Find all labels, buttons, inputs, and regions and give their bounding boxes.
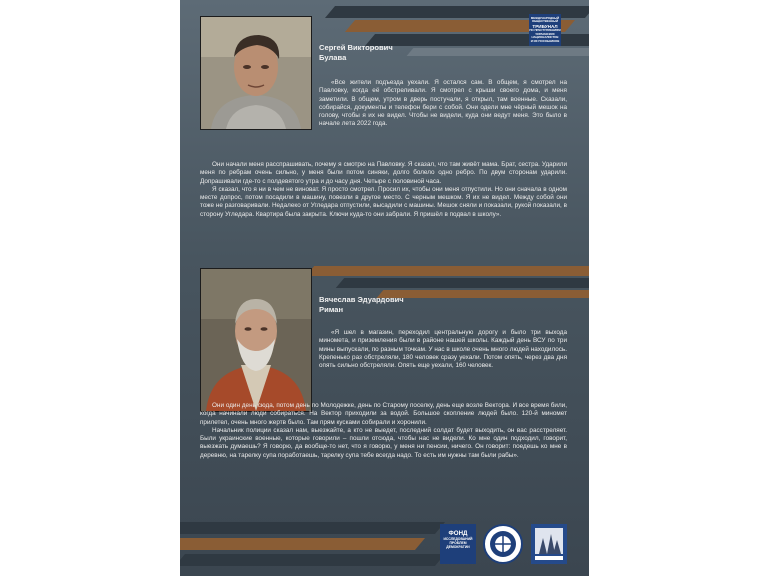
memorial-logo (531, 524, 567, 564)
person2-testimony-top: «Я шел в магазин, переходил центральную дорогу и было три выхода минометa, и приземления были в районе нашей школы. Каждый день ВСУ по три мины выпускали, по разным точкам. У нас в школе очень много людей находилось. Крепенько раз обстреляли, 180 человек сразу уехали. Потом опять, через два дня опять сильно обстреляли. Опять еще уехали, 160 человек. (319, 329, 567, 369)
person1-testimony-top: «Все жители подъезда уехали. Я остался сам. В общем, я смотрел на Павловку, когда её обстреливали. Я смотрел с крыши своего дома, и меня заметили. В общем, утром в дверь постучали, я открыл, там военные. Сказали, собирайся, документы и телефон бери с собой. Они одели мне чёрный мешок на голову, чтобы я их не видел. Чтобы не видели, куда они ведут меня. Это было в начале лета 2022 года. (319, 79, 567, 128)
person1-testimony-bottom: Они начали меня расспрашивать, почему я смотрю на Павловку. Я сказал, что там живёт мама. Брат, сестра. Ударили меня по ребрам очень сильно, у меня были потом синяки, долго болело одно ребро. По двум сторонам ударили. Допрашивали где-то с полдевятого утра и до часу дня. Четыре с половиной часа. Я сказал, что я ни в чем не виноват. Я просто смотрел. Просил их, чтобы они меня отпустили. Но они сначала в одном месте допрос, потом посадили в машину, повезли в другое место. С черным мешком. Я их не видел. Между собой они тоже не разговаривали. Недалеко от Угледара отпустили, высадили с машины. Мешок сняли и показали, рукой показали, в сторону Угледара. Квартира была закрыта. Ключи куда-то они забрали. Я пришёл в подвал в школу». (200, 161, 567, 218)
round-seal-logo (483, 524, 523, 564)
bottom-decorative-band (180, 516, 589, 576)
person2-testimony-bottom: Они один день сюда, потом день по Молодежке, день по Старому поселку, день еще возле Вектора. И все время били, когда начинали люди собираться. На Вектор приходили за водой. Большое скопление людей было. 120-й миномет прилетел, очень много жертв было. Там прям кусками собирали и хоронили. Начальник полиции сказал нам, выезжайте, а кто не выедет, последний солдат будет выходить, он вас расстреляет. Были украинские военные, которые говорили – пошли отсюда, чтобы нас не видели. Ко мне один подходил, говорит, выезжать думаешь? Я говорю, да вообще-то нет, что я говорю, у меня ни пенсии, ничего. Он говорит: поедешь ко мне в деревню, на тарелку супа поработаешь, тарелку супа тебе всегда надо. То есть им нужны там были рабы». (200, 402, 567, 459)
poster (180, 0, 589, 576)
portrait-photo-riman (200, 268, 312, 412)
tribunal-logo: МЕЖДУНАРОДНЫЙ ОБЩЕСТВЕННЫЙ ТРИБУНАЛ ПО ПРЕСТУПЛЕНИЯМ УКРАИНСКИХ НАЦИОНАЛИСТОВ И ИХ ПОСОБНИКОВ (529, 14, 561, 46)
person1-name: Сергей Викторович Булава (319, 43, 393, 62)
person2-name: Вячеслав Эдуардович Риман (319, 295, 404, 314)
fund-logo: ФОНД ИССЛЕДОВАНИЙ ПРОБЛЕМ ДЕМОКРАТИИ (440, 524, 476, 564)
portrait-photo-bulava (200, 16, 312, 130)
